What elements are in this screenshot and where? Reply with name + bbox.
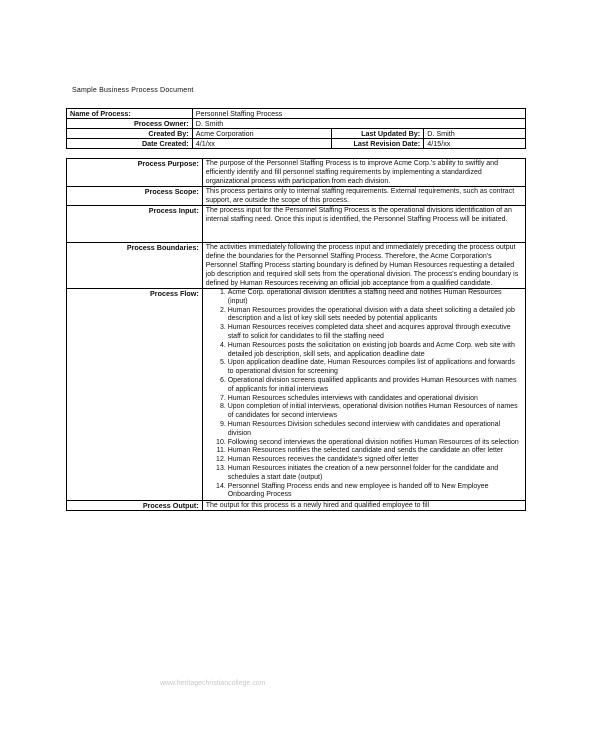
output-label: Process Output: xyxy=(67,501,203,511)
output-row xyxy=(67,501,526,511)
flow-step: 8. Upon completion of initial interviews, operational division notifies Human Resources of names of candidates for second interviews xyxy=(228,403,522,421)
owner-value: D. Smith xyxy=(192,119,525,129)
flow-label: Process Flow: xyxy=(67,289,203,501)
scope-label: Process Scope: xyxy=(67,187,203,206)
owner-label: Process Owner: xyxy=(67,119,193,129)
flow-step: 2. Human Resources provides the operational division with a data sheet soliciting a detailed job description and a list of key skill sets needed by potential applicants xyxy=(228,307,522,325)
created-by-row xyxy=(67,129,526,139)
flow-list xyxy=(206,289,522,500)
boundaries-text: The activities immediately following the process input and immediately preceding the process output define the boundaries for the Personnel Staffing Process. Therefore, the Acme Corporation's Personnel Staffing Process starting boundary is defined by Human Resources requesting a detailed job description and required skill sets from the operational division. The process's ending boundary is defined by Human Resources receiving an official job acceptance from a qualified candidate. xyxy=(202,243,525,289)
header-table xyxy=(66,108,526,149)
flow-step: 1. Acme Corp. operational division identifies a staffing need and notifies Human Resources (input) xyxy=(228,289,522,307)
name-label: Name of Process: xyxy=(67,109,193,119)
flow-step: 7. Human Resources schedules interviews with candidates and operational division xyxy=(228,395,522,404)
input-row xyxy=(67,206,526,243)
flow-step: 10. Following second interviews the operational division notifies Human Resources of its selection xyxy=(228,439,522,448)
flow-step: 5. Upon application deadline date, Human Resources compiles list of applications and forwards to operational division for screening xyxy=(228,359,522,377)
flow-step: 4. Human Resources posts the solicitation on existing job boards and Acme Corp. web site with detailed job description, skill sets, and application deadline date xyxy=(228,342,522,360)
name-value: Personnel Staffing Process xyxy=(192,109,525,119)
date-created-value: 4/1/xx xyxy=(192,139,332,149)
output-text: The output for this process is a newly hired and qualified employee to fill xyxy=(202,501,525,511)
document-title-text: Sample Business Process Document xyxy=(72,87,194,94)
last-updated-by-value: D. Smith xyxy=(424,129,526,139)
scope-row xyxy=(67,187,526,206)
flow-step: 12. Human Resources receives the candidate's signed offer letter xyxy=(228,456,522,465)
date-created-row xyxy=(67,139,526,149)
scope-text: This process pertains only to internal staffing requirements. External requirements, such as contract support, are outside the scope of this process. xyxy=(202,187,525,206)
last-revision-value: 4/15/xx xyxy=(424,139,526,149)
flow-row xyxy=(67,289,526,501)
last-updated-by-label: Last Updated By: xyxy=(332,129,424,139)
created-by-label: Created By: xyxy=(67,129,193,139)
watermark-text: www.heritagechristiancollege.com xyxy=(160,680,266,687)
document-title xyxy=(72,87,194,94)
watermark xyxy=(160,680,265,687)
flow-step: 3. Human Resources receives completed data sheet and acquires approval through executive staff to solicit for candidates to fill the staffing need xyxy=(228,324,522,342)
flow-step: 6. Operational division screens qualified applicants and provides Human Resources with names of applicants for initial interviews xyxy=(228,377,522,395)
date-created-label: Date Created: xyxy=(67,139,193,149)
flow-step: 9. Human Resources Division schedules second interview with candidates and operational division xyxy=(228,421,522,439)
owner-row xyxy=(67,119,526,129)
purpose-label: Process Purpose: xyxy=(67,159,203,187)
boundaries-label: Process Boundaries: xyxy=(67,243,203,289)
purpose-row xyxy=(67,159,526,187)
last-revision-label: Last Revision Date: xyxy=(332,139,424,149)
name-row xyxy=(67,109,526,119)
flow-cell xyxy=(202,289,525,501)
flow-step: 14. Personnel Staffing Process ends and new employee is handed off to New Employee Onboarding Process xyxy=(228,483,522,501)
input-text: The process input for the Personnel Staffing Process is the operational divisions identification of an internal staffing need. Once this input is identified, the Personnel Staffing Process will be initiated. xyxy=(202,206,525,243)
purpose-text: The purpose of the Personnel Staffing Process is to improve Acme Corp.'s ability to swiftly and efficiently identify and fill personnel staffing requirements by implementing a standardized organizational process with participation from each division. xyxy=(202,159,525,187)
boundaries-row xyxy=(67,243,526,289)
input-label: Process Input: xyxy=(67,206,203,243)
process-table xyxy=(66,158,526,511)
created-by-value: Acme Corporation xyxy=(192,129,332,139)
flow-step: 13. Human Resources initiates the creation of a new personnel folder for the candidate and schedules a start date (output) xyxy=(228,465,522,483)
flow-step: 11. Human Resources notifies the selected candidate and sends the candidate an offer letter xyxy=(228,447,522,456)
